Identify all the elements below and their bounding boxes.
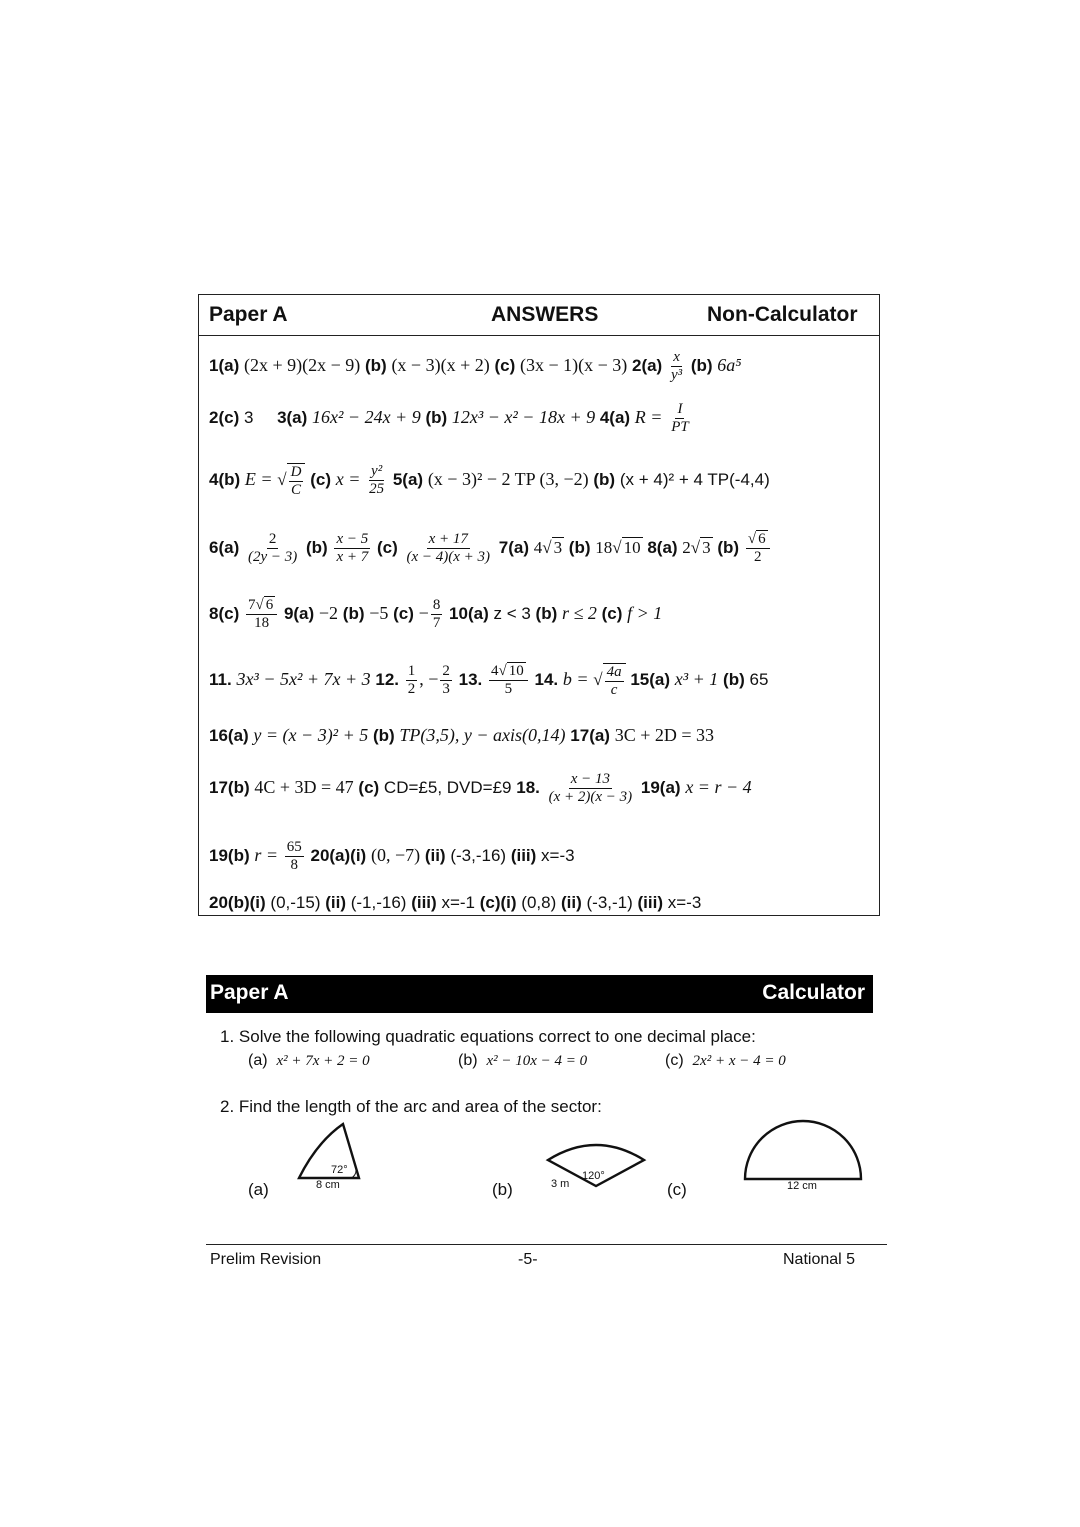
answers-line-9: 19(b) r = $\frac{65}{8}$ 20(a)(i) (0, −7) (ii) (-3,-16) (iii) x=-3 [209,839,575,873]
answers-line-4: 6(a) $\frac{2}{(2y - 3)}$ (b) $\frac{x - 5}{x + 7}$ (c) $\frac{x + 17}{(x - 4)(x + 3)}$ 7(a) 4√ 3 (b) 18√ 10 8(a) 2√ 3 (b) $\frac{√ 6}{2}$ [209,531,772,566]
answers-box [198,294,880,916]
header-paper: Paper A [209,303,288,326]
question-2-text: 2. Find the length of the arc and area of the sector: [220,1097,602,1116]
question-1c: (c) 2x² + x − 4 = 0 [665,1052,786,1069]
calc-paper-label: Paper A [210,981,289,1004]
footer-page-number: -5- [518,1251,538,1268]
answers-header [199,295,879,336]
semicircle-c-diameter: 12 cm [787,1180,817,1192]
sector-b-radius: 3 m [551,1178,570,1190]
sector-b-label: (b) [492,1180,513,1199]
sector-c-label: (c) [667,1180,687,1199]
answers-line-1: 1(a) (2x + 9)(2x − 9) (b) (x − 3)(x + 2) (c) (3x − 1)(x − 3) 2(a) $\frac{x}{\text{y³}}$ (b) 6a⁵ [209,349,742,383]
header-answers: ANSWERS [491,303,599,326]
question-1-text: 1. Solve the following quadratic equations correct to one decimal place: [220,1027,756,1046]
footer-rule [206,1244,887,1245]
calculator-header-bar [206,975,873,1013]
answers-line-3: 4(b) E = √ $\frac{D}{C}$ (c) x = $\frac{\text{y²}}{25}$ 5(a) (x − 3)² − 2 TP (3, −2) (b) (x + 4)² + 4 TP(-4,4) [209,463,770,499]
question-1b: (b) x² − 10x − 4 = 0 [458,1052,588,1069]
sector-a-angle: 72° [331,1164,348,1176]
sector-a-label: (a) [248,1180,269,1199]
footer-left: Prelim Revision [210,1251,322,1268]
fraction-4a: $\frac{I}{PT}$ [671,401,689,435]
sector-a-diagram [295,1120,365,1182]
fraction-2a: $\frac{x}{\text{y³}}$ [670,349,683,383]
answers-line-2: 2(c) 3 3(a) 16x² − 24x + 9 (b) 12x³ − x² − 18x + 9 4(a) R = $\frac{I}{PT}$ [209,401,689,435]
answers-line-7: 16(a) y = (x − 3)² + 5 (b) TP(3,5), y − axis(0,14) 17(a) 3C + 2D = 33 [209,725,715,745]
answers-line-6: 11. 3x³ − 5x² + 7x + 3 12. $\frac{1}{2}$ , − $\frac{2}{3}$ 13. $\frac{4√ 10}{5}$ 14. b = √ $\frac{4a}{c}$ 15(a) x³ + 1 (b) 65 [209,663,769,699]
semicircle-c-diagram [742,1119,864,1183]
calc-calculator-label: Calculator [762,981,865,1004]
answers-line-8: 17(b) 4C + 3D = 47 (c) CD=£5, DVD=£9 18. $\frac{x - 13}{(x + 2)(x - 3)}$ 19(a) x = r − 4 [209,771,752,805]
question-1a: (a) x² + 7x + 2 = 0 [248,1052,370,1069]
sector-a-radius: 8 cm [316,1179,340,1191]
sector-b-angle: 120° [582,1170,605,1182]
footer-right: National 5 [783,1251,856,1268]
header-non-calculator: Non-Calculator [707,303,858,326]
answers-line-5: 8(c) $\frac{7√ 6}{18}$ 9(a) −2 (b) −5 (c) − $\frac{8}{7}$ 10(a) z < 3 (b) r ≤ 2 (c) f > 1 [209,597,663,631]
answers-line-10: 20(b)(i) (0,-15) (ii) (-1,-16) (iii) x=-1 (c)(i) (0,8) (ii) (-3,-1) (iii) x=-3 [209,893,702,912]
